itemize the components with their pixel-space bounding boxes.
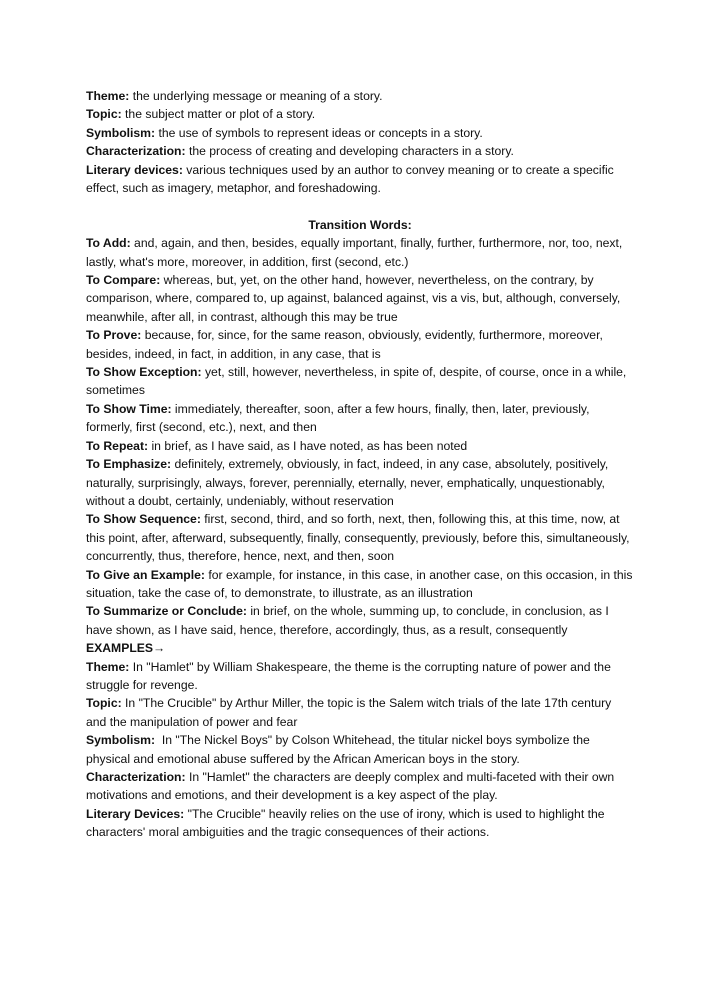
transition-to-give-an-example — [86, 566, 634, 603]
transition-text: definitely, extremely, obviously, in fact, indeed, in any case, absolutely, positively, naturally, surprisingly, always, forever, perennially, eternally, never, emphatically, unquestionably, without a doubt, certainly, undeniably, without reservation — [86, 457, 609, 508]
definition-term: Literary devices: — [86, 162, 183, 177]
section-spacer — [86, 197, 634, 215]
example-text: In "The Nickel Boys" by Colson Whitehead, the titular nickel boys symbolize the physical and emotional abuse suffered by the African American boys in the story. — [86, 733, 594, 766]
transition-words-heading: Transition Words: — [308, 217, 412, 232]
transition-text: because, for, since, for the same reason, obviously, evidently, furthermore, moreover, besides, indeed, in fact, in addition, in any case, that is — [86, 328, 603, 361]
definition-text: the subject matter or plot of a story. — [121, 107, 316, 122]
definition-text: various techniques used by an author to convey meaning or to create a specific effect, such as imagery, metaphor, and foreshadowing. — [86, 162, 614, 196]
transition-text: first, second, third, and so forth, next, then, following this, at this time, now, at this point, after, afterward, subsequently, finally, consequently, previously, before this, simultaneously, concurrently, thus, therefore, hence, next, and then, soon — [86, 512, 630, 564]
definition-characterization — [86, 142, 634, 160]
transition-text: yet, still, however, nevertheless, in spite of, despite, of course, once in a while, sometimes — [86, 365, 627, 398]
examples-heading — [86, 639, 634, 657]
transition-term: To Summarize or Conclude: — [86, 604, 247, 619]
example-term: Theme: — [86, 659, 130, 674]
transition-to-prove — [86, 326, 634, 363]
transition-text: in brief, on the whole, summing up, to conclude, in conclusion, as I have shown, as I have said, hence, therefore, accordingly, thus, as a result, consequently — [86, 604, 609, 637]
definition-literary-devices — [86, 161, 634, 198]
definition-term: Topic: — [86, 107, 122, 122]
definition-topic — [86, 105, 634, 123]
transition-text: whereas, but, yet, on the other hand, however, nevertheless, on the contrary, by comparison, where, compared to, up against, balanced against, vis a vis, but, although, conversely, meanwhile, after all, in contrast, although this may be true — [86, 273, 621, 324]
example-text: In "Hamlet" by William Shakespeare, the theme is the corrupting nature of power and the struggle for revenge. — [86, 659, 611, 692]
examples-section — [86, 658, 634, 842]
example-symbolism — [86, 731, 634, 768]
transition-term: To Show Sequence: — [86, 512, 201, 527]
definition-term: Theme: — [86, 89, 130, 103]
transition-to-repeat — [86, 437, 634, 455]
example-literary-devices — [86, 805, 634, 842]
example-characterization — [86, 768, 634, 805]
transition-term: To Show Time: — [86, 401, 172, 416]
transition-term: To Compare: — [86, 273, 161, 288]
transition-to-compare — [86, 271, 634, 326]
transitions-section — [86, 234, 634, 639]
example-term: Topic: — [86, 696, 122, 711]
right-arrow-icon: → — [153, 641, 166, 656]
transition-term: To Emphasize: — [86, 457, 172, 472]
transition-to-summarize-or-conclude — [86, 602, 634, 639]
transition-term: To Give an Example: — [86, 567, 205, 582]
definition-text: the use of symbols to represent ideas or concepts in a story. — [155, 125, 483, 140]
transition-to-emphasize — [86, 455, 634, 510]
definition-theme — [86, 87, 634, 105]
definition-text: the underlying message or meaning of a story. — [129, 89, 383, 103]
example-text: "The Crucible" heavily relies on the use of irony, which is used to highlight the characters' moral ambiguities and the tragic consequences of their actions. — [86, 806, 605, 840]
examples-label: EXAMPLES — [86, 641, 154, 656]
transition-text: and, again, and then, besides, equally important, finally, further, furthermore, nor, too, next, lastly, what's more, moreover, in addition, first (second, etc.) — [86, 236, 623, 269]
transition-text: for example, for instance, in this case, in another case, on this occasion, in this situation, take the case of, to demonstrate, to illustrate, as an illustration — [86, 567, 633, 600]
transition-term: To Prove: — [86, 328, 142, 343]
document-page — [86, 87, 634, 842]
example-text: In "The Crucible" by Arthur Miller, the topic is the Salem witch trials of the late 17th century and the manipulation of power and fear — [86, 696, 612, 729]
definition-term: Symbolism: — [86, 125, 156, 140]
transition-text: in brief, as I have said, as I have noted, as has been noted — [148, 438, 468, 453]
example-text: In "Hamlet" the characters are deeply complex and multi-faceted with their own motivations and emotions, and their development is a key aspect of the play. — [86, 770, 615, 803]
transition-term: To Add: — [86, 236, 131, 251]
example-theme — [86, 658, 634, 695]
transition-term: To Show Exception: — [86, 365, 202, 380]
example-term: Literary Devices: — [86, 806, 185, 821]
example-term: Characterization: — [86, 770, 186, 785]
example-topic — [86, 694, 634, 731]
example-term: Symbolism: — [86, 733, 156, 748]
definitions-section — [86, 87, 634, 197]
transition-text: immediately, thereafter, soon, after a few hours, finally, then, later, previously, formerly, first (second, etc.), next, and then — [86, 401, 590, 435]
transition-to-show-sequence — [86, 510, 634, 565]
definition-symbolism — [86, 124, 634, 142]
transition-term: To Repeat: — [86, 438, 149, 453]
definition-text: the process of creating and developing characters in a story. — [185, 144, 514, 159]
transition-to-add — [86, 234, 634, 271]
transition-to-show-time — [86, 400, 634, 437]
definition-term: Characterization: — [86, 144, 186, 159]
transition-to-show-exception — [86, 363, 634, 400]
